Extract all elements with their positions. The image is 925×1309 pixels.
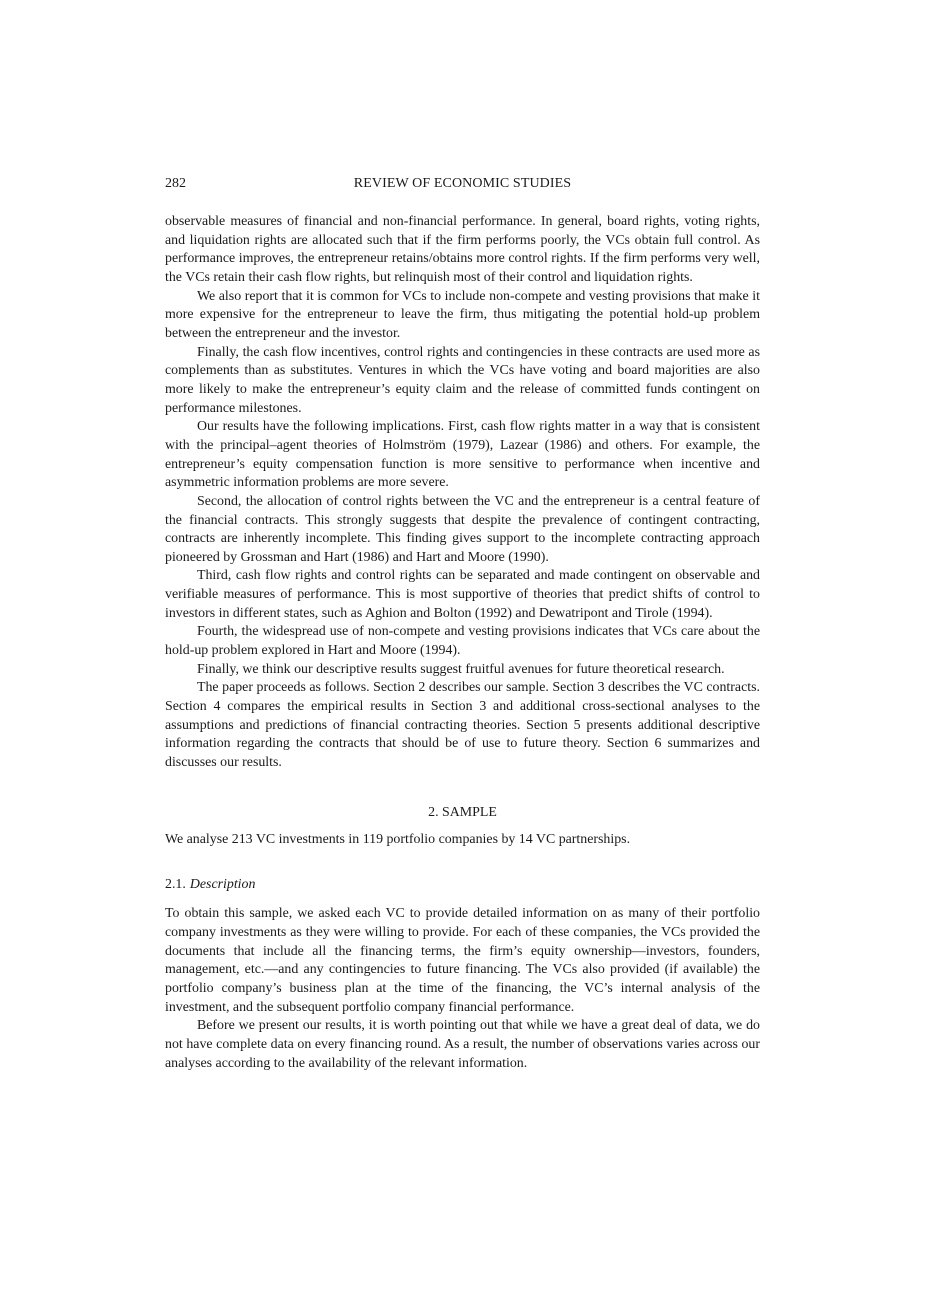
- paragraph-outline: The paper proceeds as follows. Section 2 describes our sample. Section 3 describes the VC contracts. Section 4 compares the empirical results in Section 3 and additional cross-sectional analyses to the assumptions and predictions of financial contracting theories. Section 5 presents additional descriptive information regarding the contracts that should be of use to future theory. Section 6 summarizes and discusses our results.: [165, 680, 760, 771]
- paragraph-hold-up: Fourth, the widespread use of non-compete and vesting provisions indicates that VCs care about the hold-up problem explored in Hart and Moore (1994).: [165, 624, 760, 659]
- journal-page: [165, 173, 760, 1073]
- subsection-title: Description: [189, 877, 256, 893]
- running-head: [165, 173, 760, 195]
- paragraph-implications: Our results have the following implications. First, cash flow rights matter in a way that is consistent with the principal–agent theories of Holmström (1979), Lazear (1986) and others. For example, the entrepreneur’s equity compensation function is more sensitive to performance when incentive and asymmetric information problems are more severe.: [165, 419, 760, 491]
- page-number: 282: [165, 176, 186, 191]
- paragraph-data-caveat: Before we present our results, it is worth pointing out that while we have a great deal of data, we do not have complete data on every financing round. As a result, the number of observations varies across our analyses according to the availability of the relevant information.: [165, 1018, 760, 1071]
- paragraph-description: To obtain this sample, we asked each VC to provide detailed information on as many of their portfolio company investments as they were willing to provide. For each of these companies, the VCs provided the documents that include all the financing terms, the firm’s equity ownership—investors, founders, management, etc.—and any contingencies to future financing. The VCs also provided (if available) the portfolio company’s business plan at the time of the financing, the VC’s internal analysis of the investment, and the subsequent portfolio company financial performance.: [165, 906, 760, 1015]
- article-body: [165, 213, 760, 1073]
- paragraph-non-compete: We also report that it is common for VCs to include non-compete and vesting provisions that make it more expensive for the entrepreneur to leave the firm, thus mitigating the potential hold-up problem between the entrepreneur and the investor.: [165, 288, 760, 341]
- subsection-heading-description: [165, 875, 760, 895]
- paragraph-control-rights: Second, the allocation of control rights between the VC and the entrepreneur is a central feature of the financial contracts. This strongly suggests that despite the prevalence of contingent contracting, contracts are inherently incomplete. This finding gives support to the incomplete contracting approach pioneered by Grossman and Hart (1986) and Hart and Moore (1990).: [165, 493, 760, 565]
- paragraph-continued: observable measures of financial and non-financial performance. In general, board rights, voting rights, and liquidation rights are allocated such that if the firm performs poorly, the VCs obtain full control. As performance improves, the entrepreneur retains/obtains more control rights. If the firm performs very well, the VCs retain their cash flow rights, but relinquish most of their control and liquidation rights.: [165, 214, 760, 285]
- section-heading-sample: 2. SAMPLE: [428, 804, 497, 820]
- paragraph-separation: Third, cash flow rights and control rights can be separated and made contingent on observable and verifiable measures of performance. This is most supportive of theories that predict shifts of control to investors in different states, such as Aghion and Bolton (1992) and Dewatripont and Tirole (1994).: [165, 568, 760, 621]
- paragraph-sample-lead: We analyse 213 VC investments in 119 portfolio companies by 14 VC partnerships.: [165, 831, 631, 847]
- subsection-number: 2.1.: [165, 877, 186, 893]
- paragraph-complements: Finally, the cash flow incentives, control rights and contingencies in these contracts are used more as complements than as substitutes. Ventures in which the VCs have voting and board majorities are also more likely to make the entrepreneur’s equity claim and the release of committed funds contingent on performance milestones.: [165, 344, 760, 416]
- paragraph-future-research: Finally, we think our descriptive results suggest fruitful avenues for future theoretical research.: [197, 661, 725, 677]
- journal-title: REVIEW OF ECONOMIC STUDIES: [353, 176, 572, 191]
